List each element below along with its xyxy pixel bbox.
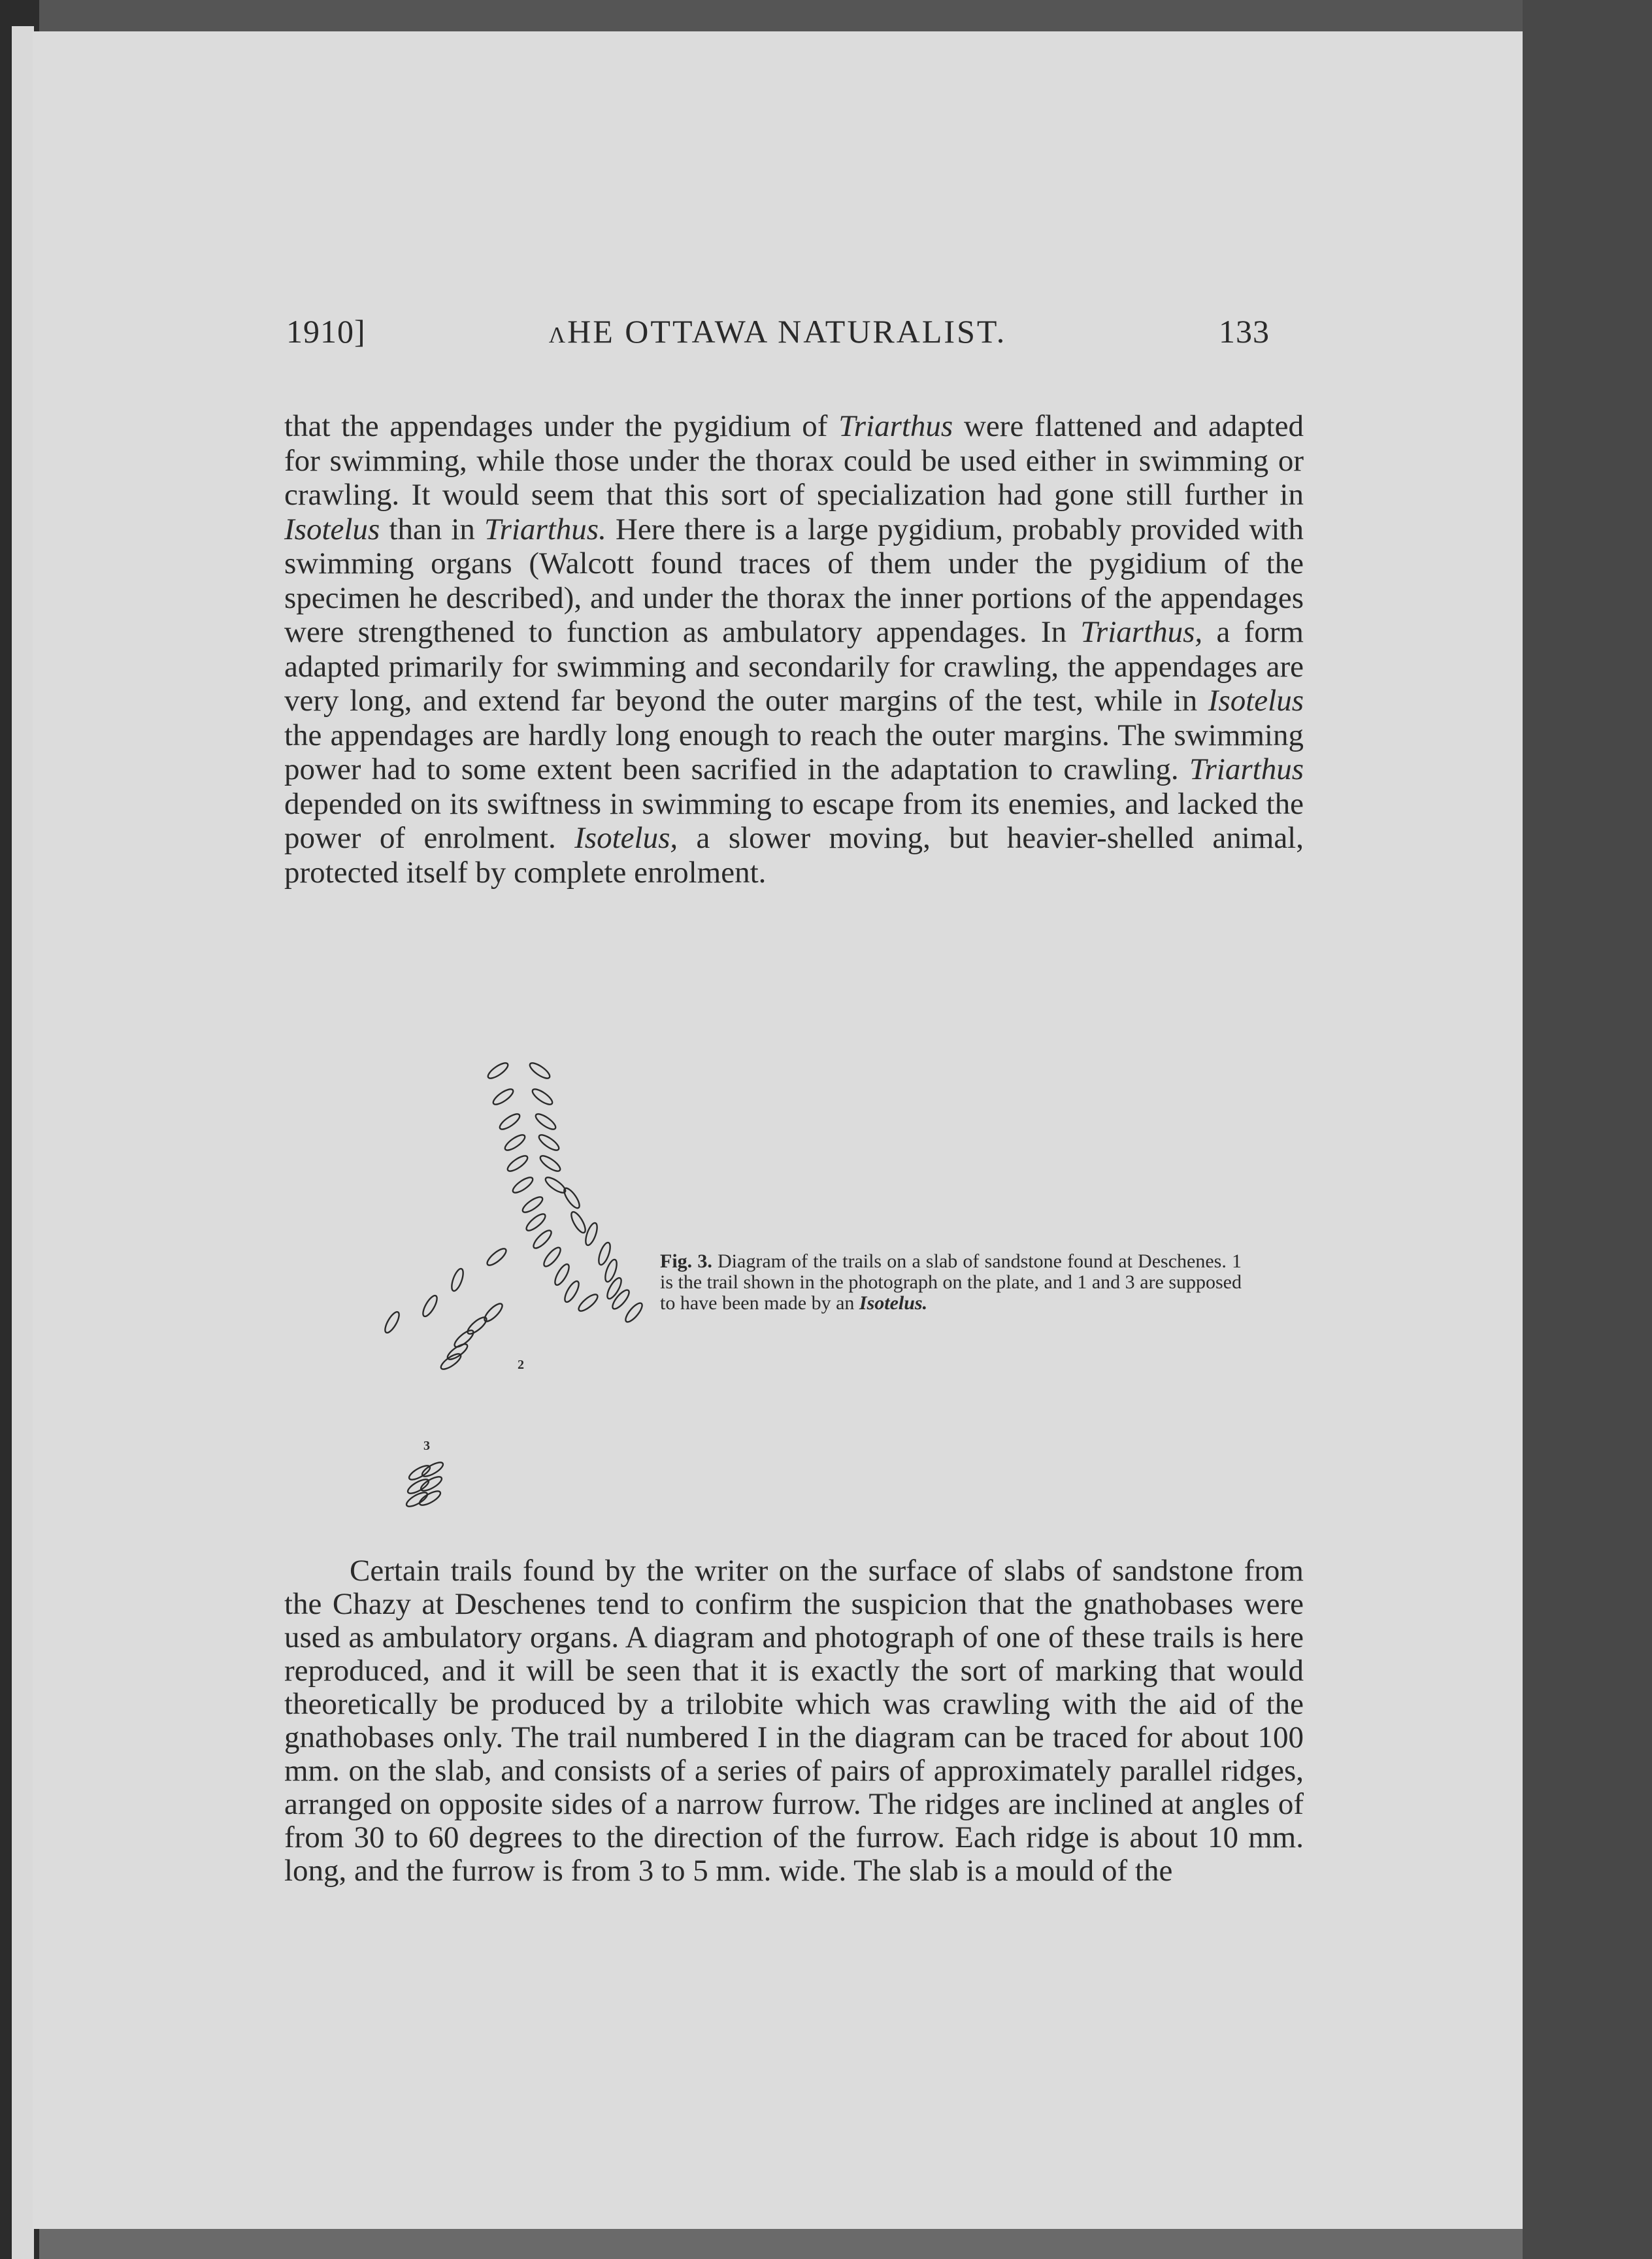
trail-ridge-mark [465,1314,489,1336]
trail-ridge-mark [450,1267,466,1292]
trail-ridge-mark [446,1341,470,1362]
italic-term: Isotelus [1208,684,1304,718]
trail-ridge-mark [506,1153,530,1173]
italic-term: Isotelus, [574,821,678,855]
text-run: than in [380,512,485,546]
journal-page [33,31,1523,2229]
trail-ridge-mark [576,1292,600,1313]
trail-ridge-mark [604,1276,623,1301]
scan-right-margin [1523,0,1652,2259]
trail-ridge-mark [524,1211,548,1233]
trail-ridge-mark [561,1186,582,1211]
text-run: were flattened and adapted for swimming, while those under the thorax could be used either in swimming or crawling. It would seem that this sort of specialization had gone still further in [284,409,1304,512]
trail-ridge-mark [521,1194,545,1214]
scan-bottom-margin [39,2229,1523,2259]
trail-diagram [346,1038,686,1535]
header-journal-title: ʌHE OTTAWA NATURALIST. [548,313,1007,350]
scan-top-margin [39,0,1523,31]
trail-ridge-mark [531,1086,555,1107]
trail-ridge-mark [541,1245,563,1269]
header-page-number: 133 [1219,313,1270,350]
trail-ridge-mark [528,1060,552,1080]
italic-term: Triarthus, [1080,615,1203,649]
trail-ridge-mark [482,1301,505,1324]
paragraph-1 [284,409,1304,890]
trail-ridge-mark [537,1132,561,1152]
trail-ridge-mark [382,1310,401,1335]
text-run: that the appendages under the pygidium of [284,409,839,443]
trail-ridge-mark [419,1474,444,1493]
trail-label-3: 3 [423,1439,430,1453]
trail-ridge-mark [498,1111,522,1131]
header-year: 1910] [286,313,366,350]
trail-ridge-mark [420,1294,439,1318]
trail-ridge-mark [485,1246,508,1267]
figure-caption-text: Diagram of the trails on a slab of sandstone found at Deschenes. 1 is the trail shown in the photograph on the plate, and 1 and 3 are supposed to have been made by an [660,1250,1242,1314]
trail-ridge-mark [534,1111,558,1131]
trail-ridge-mark [538,1153,563,1173]
trail-ridge-mark [420,1460,445,1479]
italic-term: Triarthus [838,409,953,443]
trail-ridge-mark [503,1132,527,1152]
text-run: Here there is a large pygidium, probably provided with swimming organs (Walcott found traces of them under the pygidium of the specimen he described), and under the thorax the inner portions of the appendages were strengthened to function as ambulatory appendages. In [284,512,1304,649]
trail-ridge-mark [491,1086,516,1107]
italic-term: Triarthus. [484,512,606,546]
trail-ridge-mark [486,1060,510,1080]
text-run: the appendages are hardly long enough to reach the outer margins. The swimming power had to some extent been sacrified in the adaptation to crawling. [284,718,1304,786]
figure-caption-genus: Isotelus. [859,1292,928,1314]
trail-label-2: 2 [518,1358,524,1372]
italic-term: Isotelus [284,512,380,546]
italic-term: Triarthus [1189,752,1304,786]
text-run: a slower moving, but heavier-shelled animal, protected itself by complete enrolment. [284,821,1304,890]
trail-ridge-mark [452,1328,476,1349]
trail-ridge-mark [623,1301,644,1324]
paragraph-2: Certain trails found by the writer on the surface of slabs of sandstone from the Chazy at Deschenes tend to confirm the suspicion that the gnathobases were used as ambulatory organs. A diagram and photograph of one of these trails is here reproduced, and it will be seen that it is exactly the sort of marking that would theoretically be produced by a trilobite which was crawling with the aid of the gnathobases only. The trail numbered I in the diagram can be traced for about 100 mm. on the slab, and consists of a series of pairs of approximately parallel ridges, arranged on opposite sides of a narrow furrow. The ridges are inclined at angles of from 30 to 60 degrees to the direction of the furrow. Each ridge is about 10 mm. long, and the furrow is from 3 to 5 mm. wide. The slab is a mould of the [284,1554,1304,1888]
figure-caption [660,1251,1242,1314]
trail-ridge-mark [418,1488,442,1507]
trail-ridge-mark [552,1262,571,1287]
trail-ridge-mark [439,1351,463,1371]
trail-ridge-mark [569,1210,587,1235]
figure-caption-label: Fig. 3. [660,1250,712,1272]
text-run: a form adapted primarily for swimming and secondarily for crawling, the appendages are very long, and extend far beyond the outer margins of the test, while in [284,615,1304,718]
trail-ridge-mark [531,1228,554,1251]
facing-page-edge [12,26,34,2259]
trail-ridge-mark [511,1175,535,1195]
trail-ridge-mark [584,1222,600,1247]
text-run: depended on its swiftness in swimming to escape from its enemies, and lacked the power of enrolment. [284,786,1304,855]
trail-ridge-mark [562,1279,581,1304]
trail-ridge-mark [610,1288,631,1311]
